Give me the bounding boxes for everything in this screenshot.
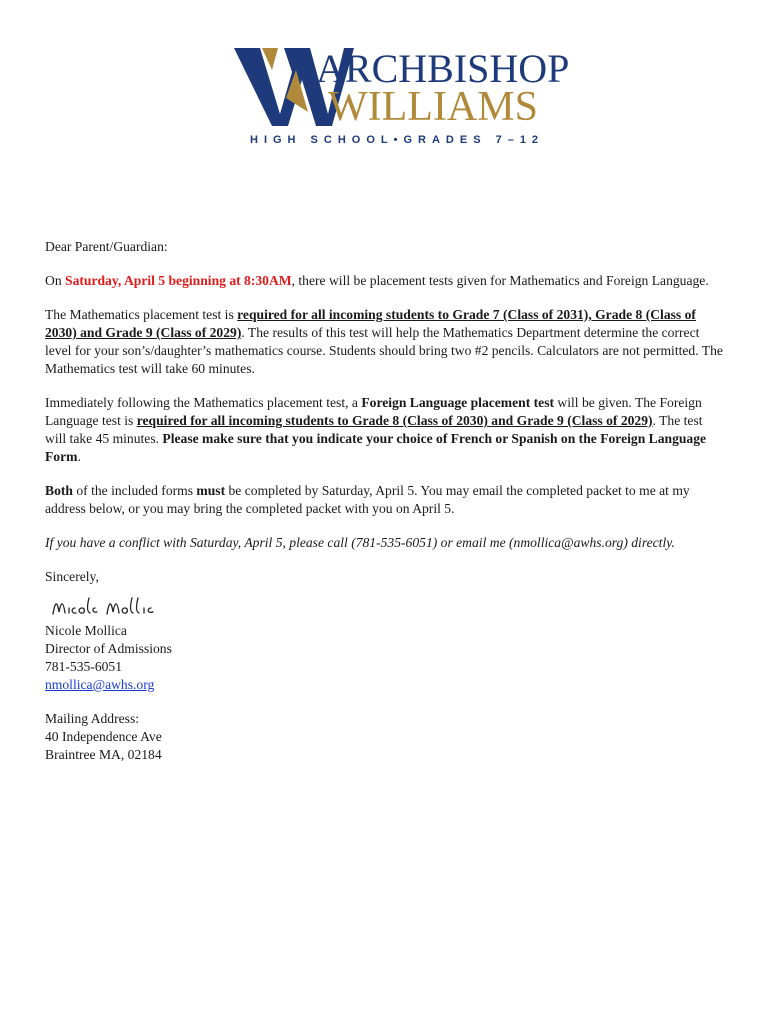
mailing-address [45,710,725,764]
p3-end: . [77,449,81,464]
sender-email-link[interactable]: nmollica@awhs.org [45,677,155,692]
logo-line1: ARCHBISHOP [316,46,570,91]
closing: Sincerely, [45,569,99,584]
p1-post: , there will be placement tests given for Mathematics and Foreign Language. [291,273,709,288]
p4-t1: of the included forms [72,483,197,498]
salutation: Dear Parent/Guardian: [45,239,168,254]
p3-mid: will be given. The Foreign Language test is [45,395,702,428]
fl-placement-test: Foreign Language placement test [361,395,555,410]
mailing-city: Braintree MA, 02184 [45,747,162,762]
p4-both: Both [45,483,73,498]
sender-title: Director of Admissions [45,641,172,656]
paragraph-language-test [45,394,725,466]
p3-mid2: . The test will take 45 minutes. [45,413,703,446]
mailing-street: 40 Independence Ave [45,729,162,744]
test-date-time: Saturday, April 5 beginning at 8:30AM [65,273,292,288]
mailing-label: Mailing Address: [45,711,140,726]
paragraph-forms [45,482,725,518]
p4-must: must [196,483,226,498]
letter-body [45,238,725,780]
sender-block [45,622,725,694]
paragraph-test-date [45,272,725,290]
sender-phone: 781-535-6051 [45,659,123,674]
language-requirement: required for all incoming students to Grade 8 (Class of 2030) and Grade 9 (Class of 2029) [136,413,653,428]
p1-pre: On [45,273,66,288]
paragraph-conflict: If you have a conflict with Saturday, April 5, please call (781-535-6051) or email me (nmollica@awhs.org) directly. [45,535,675,550]
archbishop-williams-logo-mark [232,40,570,150]
sender-name: Nicole Mollica [45,623,127,638]
paragraph-math-test [45,306,725,378]
p2-post: . The results of this test will help the Mathematics Department determine the correct level for your son’s/daughter’s mathematics course. Students should bring two #2 pencils. Calculators are not permitted. The Mathematics test will take 60 minutes. [45,325,723,376]
math-requirement: required for all incoming students to Grade 7 (Class of 2031), Grade 8 (Class of 2030) and Grade 9 (Class of 2029) [45,307,696,340]
logo-line2: WILLIAMS [328,84,538,130]
school-logo [232,40,570,150]
p4-t2: be completed by Saturday, April 5. You may email the completed packet to me at my address below, or you may bring the completed packet with you on April 5. [45,483,690,516]
p3-pre: Immediately following the Mathematics placement test, a [45,395,362,410]
logo-tagline: HIGH SCHOOL•GRADES 7–12 [250,134,545,146]
p2-pre: The Mathematics placement test is [45,307,238,322]
language-choice-note: Please make sure that you indicate your choice of French or Spanish on the Foreign Language Form [45,431,707,464]
signature [49,594,159,620]
